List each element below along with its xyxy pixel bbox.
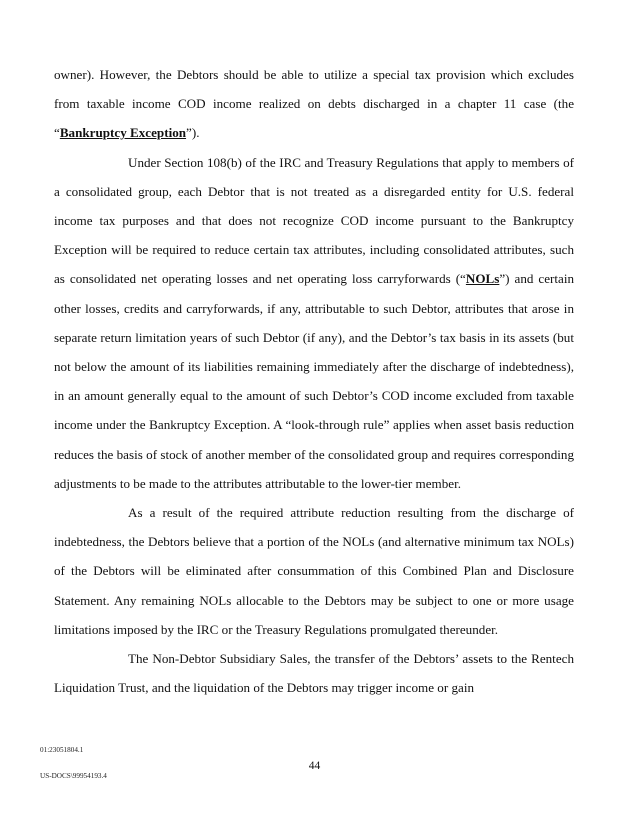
paragraph (54, 60, 574, 148)
text-run: ”). (186, 125, 200, 141)
text-run: ”) and certain other losses, credits and carryforwards, if any, attributable to such Debtor, attributes that arose in separate return limitation years of such Debtor (if any), and the Debtor’s tax basis in its assets (but not below the amount of its liabilities remaining immediately after the discharge of indebtedness), in an amount generally equal to the amount of such Debtor’s COD income excluded from taxable income under the Bankruptcy Exception. A “look-through rule” applies when asset basis reduction reduces the basis of stock of another member of the consolidated group and requires corresponding adjustments to be made to the attributes attributable to the lower-tier member. (54, 271, 574, 491)
footer-doc-id-secondary: US-DOCS\99954193.4 (40, 772, 107, 780)
text-run: Under Section 108(b) of the IRC and Treasury Regulations that apply to members of a consolidated group, each Debtor that is not treated as a disregarded entity for U.S. federal income tax purposes and that does not recognize COD income pursuant to the Bankruptcy Exception will be required to reduce certain tax attributes, including consolidated attributes, such as consolidated net operating losses and net operating loss carryforwards (“ (54, 154, 574, 287)
footer-doc-id: 01:23051804.1 (40, 746, 84, 754)
defined-term: Bankruptcy Exception (59, 125, 187, 141)
paragraph (54, 644, 574, 702)
text-run: owner). However, the Debtors should be able to utilize a special tax provision which excludes from taxable income COD income realized on debts discharged in a chapter 11 case (the “ (54, 67, 574, 141)
paragraph (54, 498, 574, 644)
defined-term: NOLs (465, 271, 500, 287)
paragraph (54, 148, 574, 498)
body-text (54, 60, 574, 702)
page-number: 44 (308, 760, 321, 772)
text-run: The Non-Debtor Subsidiary Sales, the transfer of the Debtors’ assets to the Rentech Liquidation Trust, and the liquidation of the Debtors may trigger income or gain (54, 651, 574, 696)
text-run: As a result of the required attribute reduction resulting from the discharge of indebtedness, the Debtors believe that a portion of the NOLs (and alternative minimum tax NOLs) of the Debtors will be eliminated after consummation of this Combined Plan and Disclosure Statement. Any remaining NOLs allocable to the Debtors may be subject to one or more usage limitations imposed by the IRC or the Treasury Regulations promulgated thereunder. (54, 505, 574, 637)
